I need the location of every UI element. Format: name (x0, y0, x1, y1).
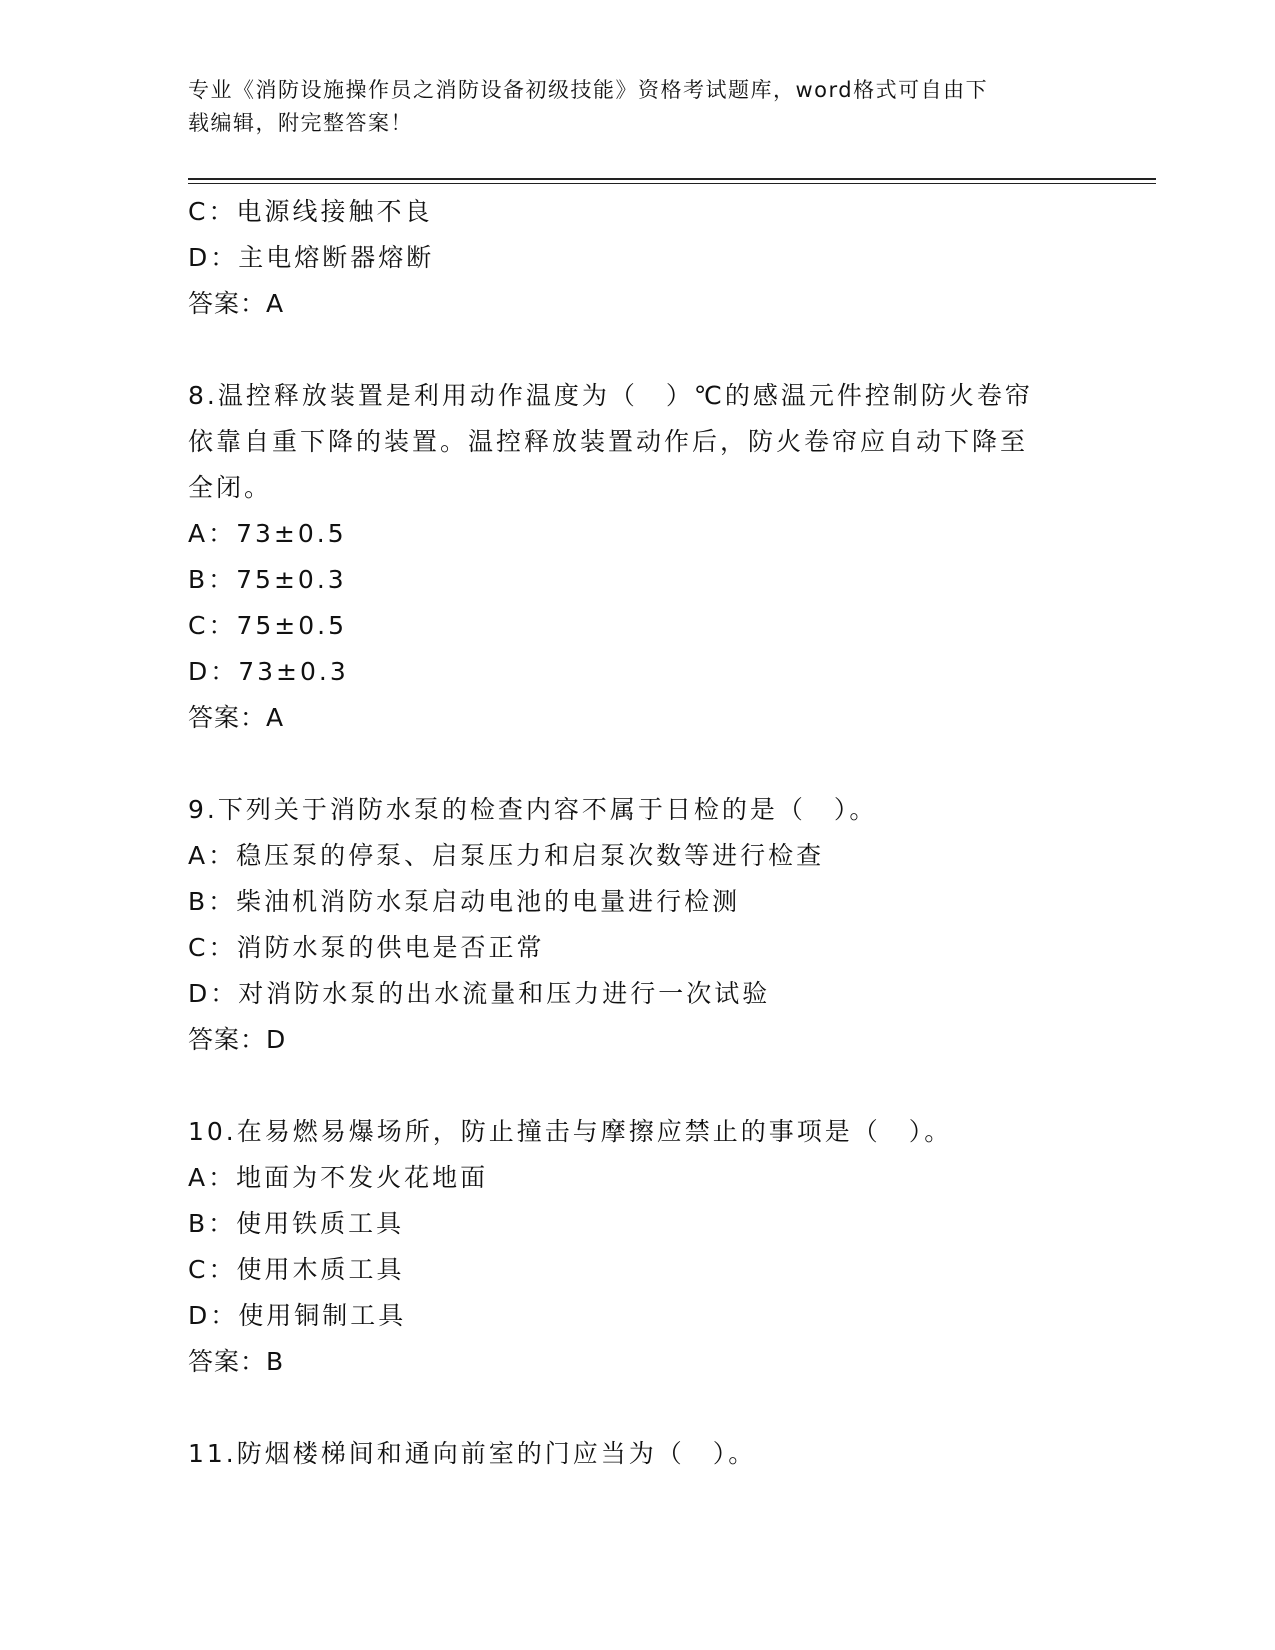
question-list (188, 189, 1088, 1477)
spacer (188, 1063, 1088, 1109)
option-c: C：75±0.5 (188, 611, 347, 640)
header-divider-thin (188, 183, 1156, 184)
question-text: 全闭。 (188, 473, 273, 502)
option-b: B：使用铁质工具 (188, 1209, 405, 1238)
option-c: C：消防水泵的供电是否正常 (188, 933, 545, 962)
question-text: 8.温控释放装置是利用动作温度为（ ）℃的感温元件控制防火卷帘 (188, 381, 1033, 410)
option-c: C：电源线接触不良 (188, 197, 433, 226)
question-11 (188, 1431, 1088, 1477)
question-8 (188, 373, 1088, 741)
answer: 答案：D (188, 1025, 287, 1054)
option-c: C：使用木质工具 (188, 1255, 405, 1284)
header-line-1: 专业《消防设施操作员之消防设备初级技能》资格考试题库，word格式可自由下 (188, 78, 989, 102)
option-d: D：使用铜制工具 (188, 1301, 407, 1330)
question-text: 11.防烟楼梯间和通向前室的门应当为（ ）。 (188, 1439, 757, 1468)
option-d: D：对消防水泵的出水流量和压力进行一次试验 (188, 979, 771, 1008)
document-header (188, 74, 1068, 140)
option-b: B：柴油机消防水泵启动电池的电量进行检测 (188, 887, 741, 916)
option-d: D：主电熔断器熔断 (188, 243, 435, 272)
option-a: A：地面为不发火花地面 (188, 1163, 489, 1192)
question-7-continuation (188, 189, 1088, 327)
answer: 答案：B (188, 1347, 285, 1376)
option-b: B：75±0.3 (188, 565, 347, 594)
header-line-2: 载编辑，附完整答案！ (188, 111, 413, 135)
spacer (188, 741, 1088, 787)
question-text: 9.下列关于消防水泵的检查内容不属于日检的是（ ）。 (188, 795, 878, 824)
option-d: D：73±0.3 (188, 657, 349, 686)
header-divider-thick (188, 178, 1156, 180)
question-text: 10.在易燃易爆场所，防止撞击与摩擦应禁止的事项是（ ）。 (188, 1117, 953, 1146)
spacer (188, 1385, 1088, 1431)
answer: 答案：A (188, 289, 285, 318)
spacer (188, 327, 1088, 373)
question-text: 依靠自重下降的装置。温控释放装置动作后，防火卷帘应自动下降至 (188, 427, 1029, 456)
question-10 (188, 1109, 1088, 1385)
answer: 答案：A (188, 703, 285, 732)
option-a: A：73±0.5 (188, 519, 347, 548)
question-9 (188, 787, 1088, 1063)
option-a: A：稳压泵的停泵、启泵压力和启泵次数等进行检查 (188, 841, 825, 870)
